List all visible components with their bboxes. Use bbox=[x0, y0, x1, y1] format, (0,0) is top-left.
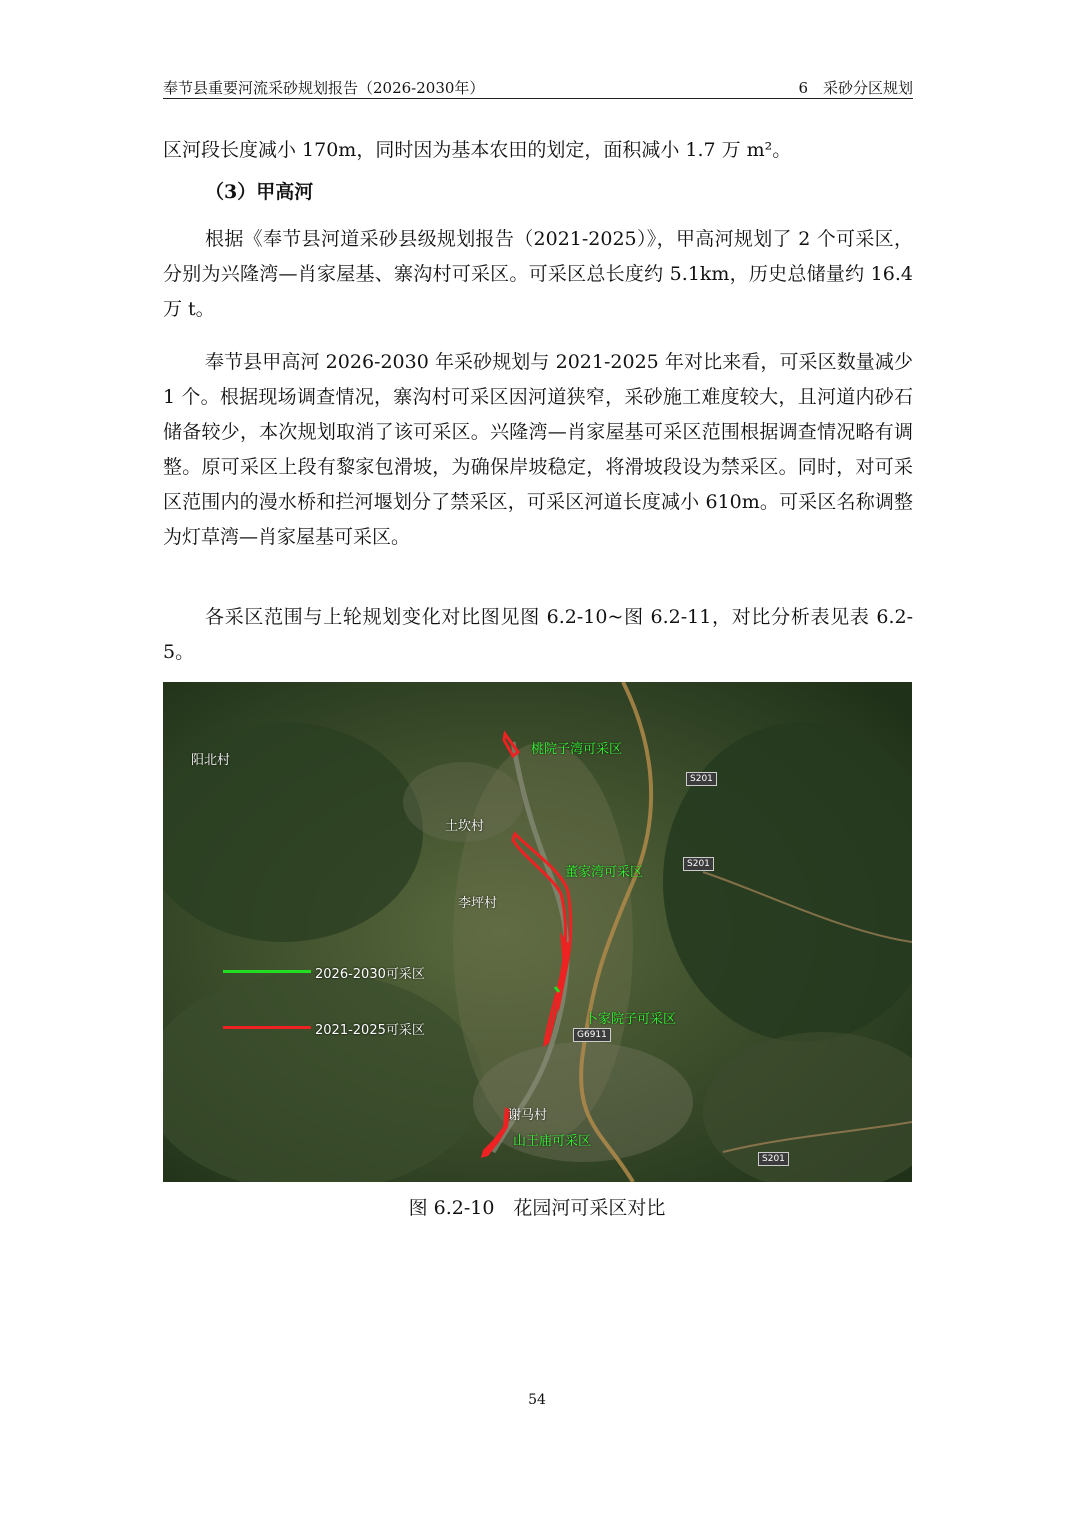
header-title: 奉节县重要河流采砂规划报告（2026-2030年） bbox=[163, 79, 485, 97]
legend-label-1: 2021-2025可采区 bbox=[315, 1023, 425, 1038]
legend-line-green bbox=[223, 970, 311, 973]
paragraph-2 bbox=[163, 345, 913, 555]
village-label-2: 李坪村 bbox=[458, 896, 498, 911]
page-number: 54 bbox=[528, 1392, 546, 1408]
paragraph-3-text: 各采区范围与上轮规划变化对比图见图 6.2-10~图 6.2-11，对比分析表见表 6.2-5。 bbox=[163, 606, 913, 663]
village-label-3: 谢马村 bbox=[508, 1108, 548, 1123]
road-sign-3: S201 bbox=[758, 1152, 789, 1166]
page-header bbox=[163, 76, 913, 99]
zone-label-2: 卜家院子可采区 bbox=[585, 1012, 677, 1027]
satellite-map bbox=[163, 682, 912, 1182]
paragraph-2-text: 奉节县甲高河 2026-2030 年采砂规划与 2021-2025 年对比来看，可采区数量减少 1 个。根据现场调查情况，寨沟村可采区因河道狭窄，采砂施工难度较大，且河道内砂石储备较少，本次规划取消了该可采区。兴隆湾—肖家屋基可采区范围根据调查情况略有调整。原可采区上段有黎家包滑坡，为确保岸坡稳定，将滑坡段设为禁采区。同时，对可采区范围内的漫水桥和拦河堰划分了禁采区，可采区河道长度减小 610m。可采区名称调整为灯草湾—肖家屋基可采区。 bbox=[163, 351, 913, 548]
legend-label-0: 2026-2030可采区 bbox=[315, 967, 425, 982]
paragraph-1 bbox=[163, 222, 913, 327]
legend-line-red bbox=[223, 1026, 311, 1029]
zone-label-3: 山王庙可采区 bbox=[513, 1134, 592, 1149]
paragraph-0: 区河段长度减小 170m，同时因为基本农田的划定，面积减小 1.7 万 m²。 bbox=[163, 139, 792, 161]
subheading: （3）甲高河 bbox=[205, 181, 314, 203]
paragraph-3 bbox=[163, 600, 913, 670]
paragraph-1-text: 根据《奉节县河道采砂县级规划报告（2021-2025）》，甲高河规划了 2 个可采区，分别为兴隆湾—肖家屋基、寨沟村可采区。可采区总长度约 5.1km，历史总储量约 16.4 万 t。 bbox=[163, 228, 913, 320]
header-section: 6 采砂分区规划 bbox=[798, 79, 913, 97]
village-label-0: 阳北村 bbox=[191, 753, 231, 768]
figure-caption: 图 6.2-10 花园河可采区对比 bbox=[408, 1197, 666, 1219]
road-sign-1: S201 bbox=[683, 857, 714, 871]
village-label-1: 土坎村 bbox=[445, 819, 485, 834]
road-sign-2: G6911 bbox=[573, 1028, 611, 1042]
zone-label-1: 董家湾可采区 bbox=[565, 865, 644, 880]
zone-label-0: 桃院子湾可采区 bbox=[531, 742, 623, 757]
road-sign-0: S201 bbox=[686, 772, 717, 786]
